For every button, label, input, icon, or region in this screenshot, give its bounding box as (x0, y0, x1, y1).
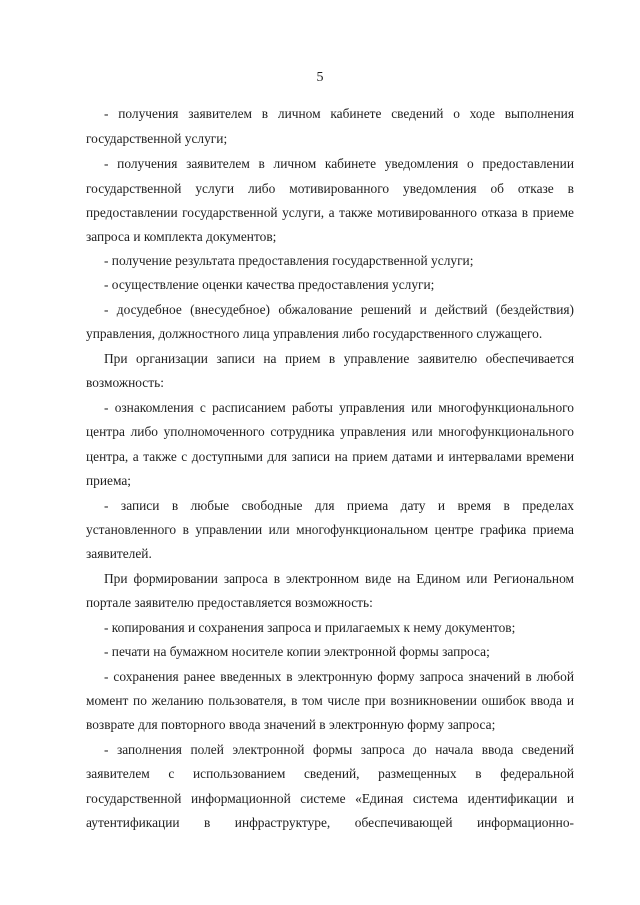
text-line: момент по желанию пользователя, в том числе при возникновении ошибок ввода и (86, 693, 574, 708)
text-line: При формировании запроса в электронном виде на Едином или Региональном (104, 571, 574, 586)
text-line: установленного в управлении или многофункциональном центре графика приема (86, 522, 574, 537)
text-line: При организации записи на прием в управление заявителю обеспечивается (104, 351, 574, 366)
text-line: заявителем с использованием сведений, размещенных в федеральной (86, 766, 574, 781)
text-line: - записи в любые свободные для приема дату и время в пределах (104, 498, 574, 513)
text-line: возврате для повторного ввода значений в электронную форму запроса; (86, 717, 496, 732)
text-line: портале заявителю предоставляется возможность: (86, 595, 373, 610)
text-line: государственной услуги либо мотивированного уведомления об отказе в (86, 181, 574, 196)
text-line: центра, а также с доступными для записи на прием датами и интервалами времени (86, 449, 574, 464)
text-line: - печати на бумажном носителе копии электронной формы запроса; (104, 644, 490, 659)
page-number: 5 (316, 70, 324, 85)
text-line: возможность: (86, 375, 164, 390)
text-line: заявителей. (86, 546, 152, 561)
text-line: государственной услуги; (86, 131, 228, 146)
text-line: - получения заявителем в личном кабинете уведомления о предоставлении (104, 156, 574, 171)
text-line: управления, должностного лица управления либо государственного служащего. (86, 326, 543, 341)
text-line: государственной информационной системе «Единая система идентификации и (86, 791, 574, 806)
text-line: приема; (86, 473, 132, 488)
text-line: предоставлении государственной услуги, а также мотивированного отказа в приеме (86, 205, 574, 220)
text-line: запроса и комплекта документов; (86, 229, 277, 244)
text-line: - осуществление оценки качества предоставления услуги; (104, 277, 435, 292)
text-line: аутентификации в инфраструктуре, обеспечивающей информационно- (86, 815, 574, 830)
text-line: - ознакомления с расписанием работы управления или многофункционального (104, 400, 574, 415)
text-line: центра либо уполномоченного сотрудника управления или многофункционального (86, 424, 574, 439)
text-line: - заполнения полей электронной формы запроса до начала ввода сведений (104, 742, 574, 757)
text-line: - получение результата предоставления государственной услуги; (104, 253, 474, 268)
text-line: - получения заявителем в личном кабинете сведений о ходе выполнения (104, 106, 574, 121)
text-line: - копирования и сохранения запроса и прилагаемых к нему документов; (104, 620, 516, 635)
text-line: - досудебное (внесудебное) обжалование решений и действий (бездействия) (104, 302, 574, 317)
text-line: - сохранения ранее введенных в электронную форму запроса значений в любой (104, 669, 574, 684)
